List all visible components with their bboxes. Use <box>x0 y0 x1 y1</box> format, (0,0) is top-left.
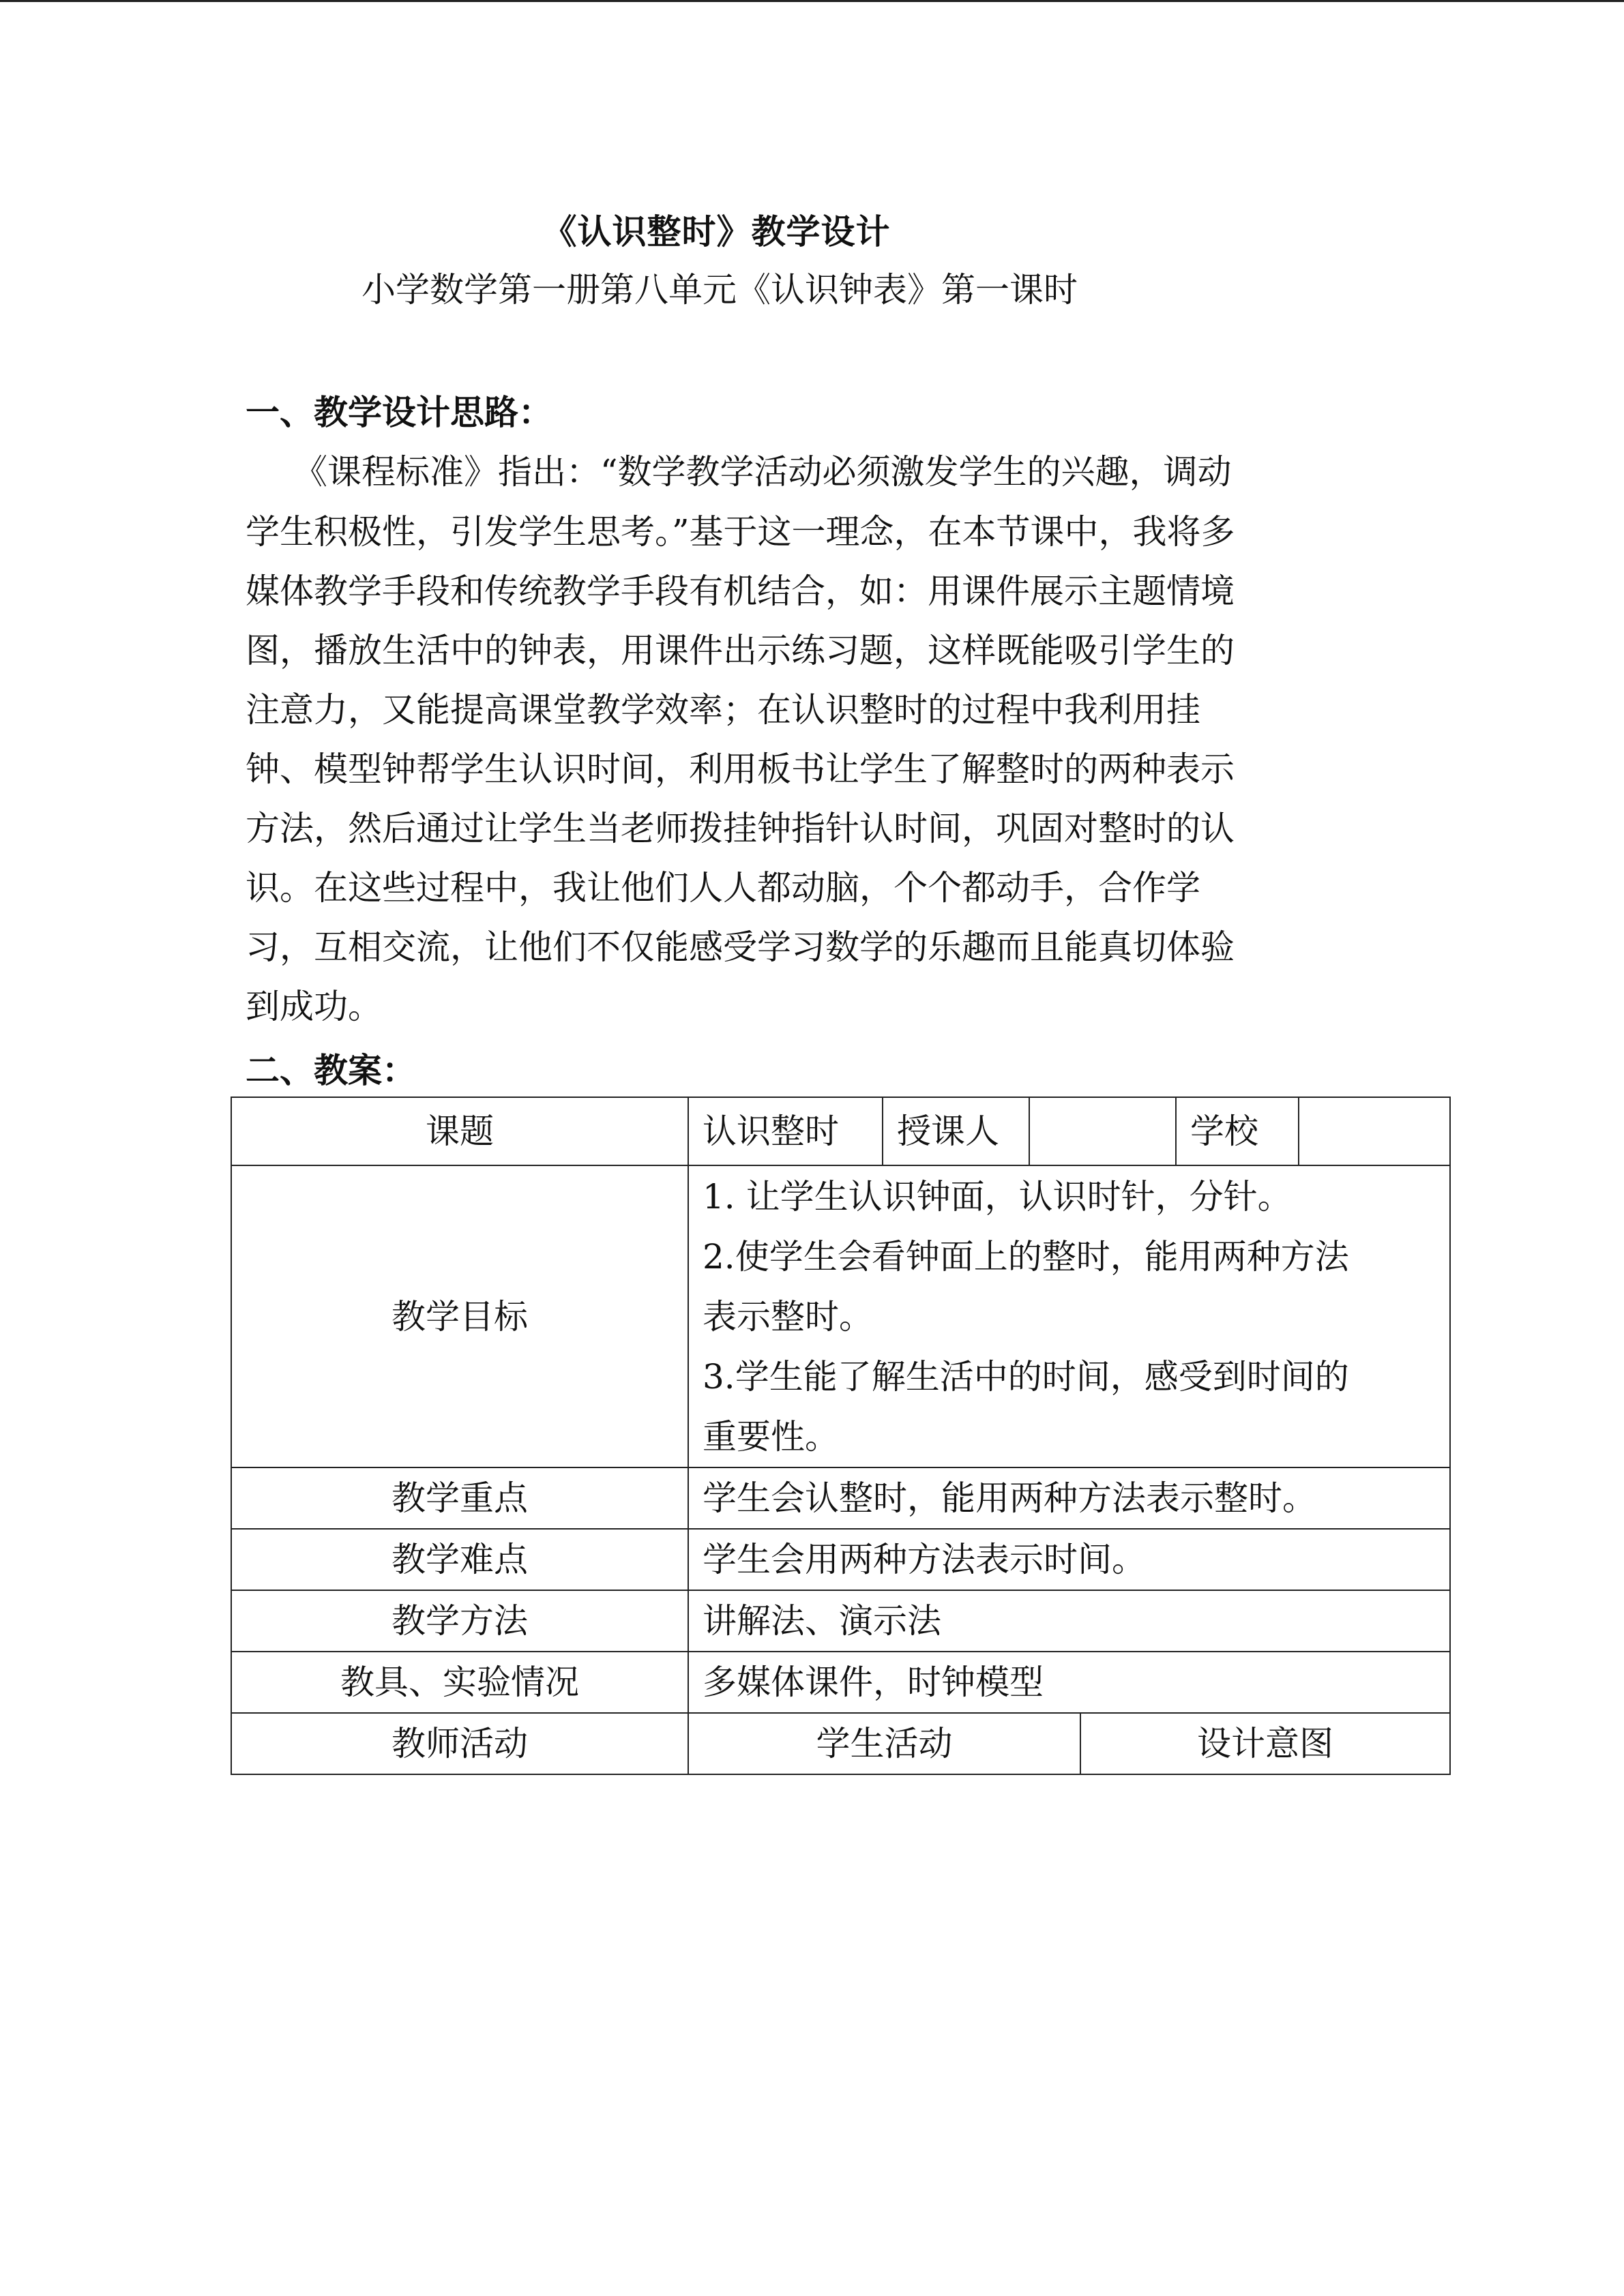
design-intent-header: 设计意图 <box>1080 1713 1450 1774</box>
table-row-topic <box>231 1097 1450 1165</box>
teacher-activity-header: 教师活动 <box>231 1713 688 1774</box>
paragraph-line: 到成功。 <box>246 987 382 1026</box>
table-row-key-point <box>231 1467 1450 1529</box>
goal-item: 3.学生能了解生活中的时间，感受到时间的 <box>703 1356 1349 1397</box>
goal-item: 1. 让学生认识钟面，认识时针，分针。 <box>703 1176 1292 1217</box>
lesson-plan-table <box>231 1097 1451 1775</box>
tools-label-cell: 教具、实验情况 <box>231 1652 688 1713</box>
tools-value-cell: 多媒体课件，时钟模型 <box>688 1652 1450 1713</box>
document-title: 《认识整时》教学设计 <box>542 211 891 252</box>
goal-item: 重要性。 <box>703 1416 839 1457</box>
student-activity-header: 学生活动 <box>688 1713 1080 1774</box>
table-row-difficulty <box>231 1529 1450 1590</box>
paragraph-line: 媒体教学手段和传统教学手段有机结合，如：用课件展示主题情境 <box>246 571 1235 611</box>
goals-value-cell <box>688 1165 1450 1467</box>
key-label-cell: 教学重点 <box>231 1467 688 1529</box>
paragraph-line: 学生积极性，引发学生思考。”基于这一理念，在本节课中，我将多 <box>246 512 1235 552</box>
topic-label-cell: 课题 <box>231 1097 688 1165</box>
difficulty-label-cell: 教学难点 <box>231 1529 688 1590</box>
paragraph-line: 方法，然后通过让学生当老师拨挂钟指针认时间，巩固对整时的认 <box>246 809 1235 848</box>
key-value-cell: 学生会认整时，能用两种方法表示整时。 <box>688 1467 1450 1529</box>
table-row-tools <box>231 1652 1450 1713</box>
goal-item: 表示整时。 <box>703 1296 873 1337</box>
document-subtitle: 小学数学第一册第八单元《认识钟表》第一课时 <box>361 270 1078 310</box>
paragraph-line: 图，播放生活中的钟表，用课件出示练习题，这样既能吸引学生的 <box>246 631 1235 670</box>
method-value-cell: 讲解法、演示法 <box>688 1590 1450 1652</box>
table-row-activity-headers <box>231 1713 1450 1774</box>
paragraph-line: 识。在这些过程中，我让他们人人都动脑，个个都动手，合作学 <box>246 868 1200 908</box>
goals-label-cell: 教学目标 <box>231 1165 688 1467</box>
school-label-cell: 学校 <box>1176 1097 1299 1165</box>
section-heading-lesson-plan: 二、教案： <box>246 1050 416 1090</box>
method-label-cell: 教学方法 <box>231 1590 688 1652</box>
top-border-rule <box>0 0 1624 2</box>
teacher-value-cell <box>1029 1097 1176 1165</box>
paragraph-line: 注意力，又能提高课堂教学效率；在认识整时的过程中我利用挂 <box>246 690 1200 730</box>
section-heading-design-idea: 一、教学设计思路： <box>246 392 552 432</box>
table-row-goals <box>231 1165 1450 1467</box>
teacher-label-cell: 授课人 <box>883 1097 1029 1165</box>
paragraph-line: 习，互相交流，让他们不仅能感受学习数学的乐趣而且能真切体验 <box>246 927 1235 967</box>
goal-item: 2.使学生会看钟面上的整时，能用两种方法 <box>703 1236 1349 1277</box>
school-value-cell <box>1299 1097 1450 1165</box>
topic-value-cell: 认识整时 <box>688 1097 883 1165</box>
paragraph-line: 《课程标准》指出：“数学教学活动必须激发学生的兴趣，调动 <box>293 452 1232 492</box>
difficulty-value-cell: 学生会用两种方法表示时间。 <box>688 1529 1450 1590</box>
table-row-method <box>231 1590 1450 1652</box>
paragraph-line: 钟、模型钟帮学生认识时间，利用板书让学生了解整时的两种表示 <box>246 749 1235 789</box>
